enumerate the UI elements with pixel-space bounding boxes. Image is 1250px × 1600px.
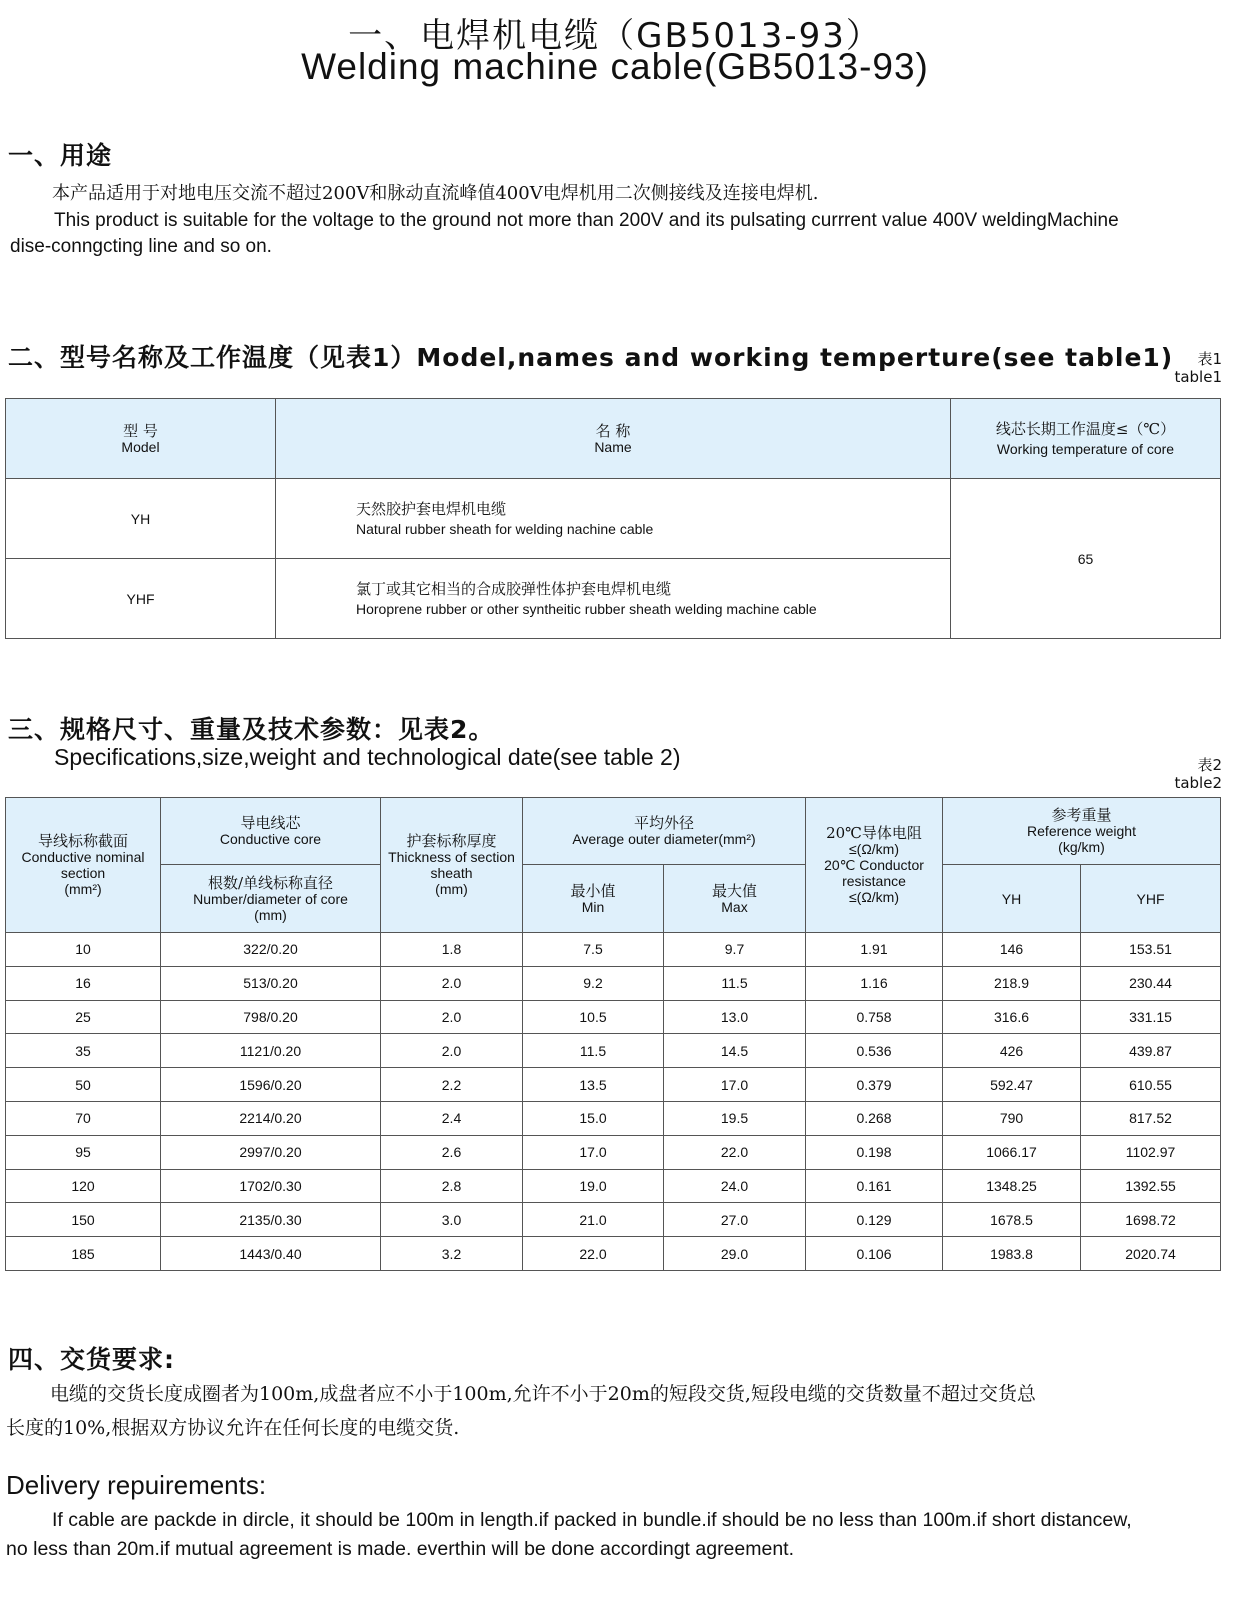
th-en: Conductive core (219, 831, 322, 847)
table-row (6, 479, 1221, 559)
table-cell: 22.0 (523, 1237, 664, 1271)
th-avg (523, 798, 806, 865)
table-cell: 1348.25 (943, 1169, 1081, 1203)
th-en: Name (594, 438, 632, 455)
section2-heading: 二、型号名称及工作温度（见表1）Model,names and working temperture(see table1) (8, 343, 1174, 372)
table-cell: 1.91 (806, 933, 943, 967)
table-cell: 439.87 (1081, 1034, 1221, 1068)
cell-zh: 天然胶护套电焊机电缆 (356, 499, 507, 518)
table-cell: 2.6 (381, 1135, 523, 1169)
table-cell: 2.0 (381, 1000, 523, 1034)
cell-en: Natural rubber sheath for welding nachine cable (356, 520, 654, 537)
table-cell: 50 (6, 1068, 161, 1102)
th-en: Max (721, 898, 748, 915)
table-cell: 24.0 (664, 1169, 806, 1203)
table-cell: 1102.97 (1081, 1135, 1221, 1169)
table-cell: 1.16 (806, 966, 943, 1000)
table-cell: 1698.72 (1081, 1203, 1221, 1237)
table-cell: 29.0 (664, 1237, 806, 1271)
th-en: Reference weight (1027, 823, 1136, 839)
table-cell: 2.0 (381, 966, 523, 1000)
th-en: Number/diameter of core (193, 890, 348, 907)
cell-temp: 65 (951, 479, 1221, 639)
table-cell: 11.5 (523, 1034, 664, 1068)
table-cell: 11.5 (664, 966, 806, 1000)
table-cell: 19.5 (664, 1101, 806, 1135)
table-cell: 790 (943, 1101, 1081, 1135)
table-cell: 185 (6, 1237, 161, 1271)
table-cell: 2135/0.30 (161, 1203, 381, 1237)
table-cell: 2020.74 (1081, 1237, 1221, 1271)
title-en: Welding machine cable(GB5013-93) (301, 46, 929, 87)
th-en: Working temperature of core (996, 440, 1175, 457)
th-yh: YH (943, 865, 1081, 933)
table-cell: 798/0.20 (161, 1000, 381, 1034)
table-row (6, 1101, 1221, 1135)
table-cell: 426 (943, 1034, 1081, 1068)
th-zh: 参考重量 (1051, 806, 1112, 824)
table-row (6, 1068, 1221, 1102)
table-cell: 610.55 (1081, 1068, 1221, 1102)
table-row (6, 933, 1221, 967)
table-cell: 21.0 (523, 1203, 664, 1237)
table-cell: 0.106 (806, 1237, 943, 1271)
table-cell: 2997/0.20 (161, 1135, 381, 1169)
th-min (523, 865, 664, 933)
table-cell: 16 (6, 966, 161, 1000)
th-core (161, 798, 381, 865)
table-cell: 9.2 (523, 966, 664, 1000)
section4-heading: 四、交货要求: (8, 1345, 175, 1374)
table-cell: 146 (943, 933, 1081, 967)
table-cell: 17.0 (664, 1068, 806, 1102)
table-cell: 120 (6, 1169, 161, 1203)
table-cell: 817.52 (1081, 1101, 1221, 1135)
table-cell: 1443/0.40 (161, 1237, 381, 1271)
th-en: 20℃ Conductor resistance (824, 857, 924, 889)
th-en: Model (121, 438, 160, 455)
table-row (6, 1135, 1221, 1169)
table-cell: 1596/0.20 (161, 1068, 381, 1102)
table-cell: 17.0 (523, 1135, 664, 1169)
s4-en2: no less than 20m.if mutual agreement is made. everthin will be done accordingt agreement. (6, 1538, 795, 1560)
s4-zh1: 电缆的交货长度成圈者为100m,成盘者应不小于100m,允许不小于20m的短段交货,短段电缆的交货数量不超过交货总 (50, 1383, 1036, 1405)
th-en: Conductive nominal section (21, 849, 145, 881)
th-zh: 导线标称截面 (37, 832, 128, 850)
s4-en1: If cable are packde in dircle, it should be 100m in length.if packed in bundle.if should be no less than 100m.if short distancew, (52, 1509, 1132, 1531)
th-unit: (kg/km) (1058, 839, 1105, 855)
tag-zh: 表1 (1197, 350, 1222, 368)
th-en: Average outer diameter(mm²) (572, 831, 756, 847)
table-cell: 0.758 (806, 1000, 943, 1034)
s1-zh: 本产品适用于对地电压交流不超过200V和脉动直流峰值400V电焊机用二次侧接线及连接电焊机. (52, 183, 819, 204)
table-cell: 15.0 (523, 1101, 664, 1135)
th-en: Thickness of section sheath (388, 849, 515, 881)
table-cell: 0.129 (806, 1203, 943, 1237)
table-row (6, 1237, 1221, 1271)
th-number (161, 865, 381, 933)
table-cell: 218.9 (943, 966, 1081, 1000)
th-zh: 线芯长期工作温度≤（℃） (995, 419, 1176, 438)
th-zh: 导电线芯 (240, 814, 301, 832)
table-cell: 22.0 (664, 1135, 806, 1169)
table-cell: 2.4 (381, 1101, 523, 1135)
th-weight (943, 798, 1221, 865)
table2-tag (1174, 756, 1222, 792)
table-row (6, 1203, 1221, 1237)
table-cell: 95 (6, 1135, 161, 1169)
table-row (6, 966, 1221, 1000)
th-zh: 型 号 (123, 421, 158, 440)
table-cell: 35 (6, 1034, 161, 1068)
table-cell: 13.5 (523, 1068, 664, 1102)
th-unit: (mm) (435, 881, 468, 897)
table-cell: 27.0 (664, 1203, 806, 1237)
table-cell: 2.0 (381, 1034, 523, 1068)
cell-en: Horoprene rubber or other syntheitic rubber sheath welding machine cable (356, 600, 817, 617)
th-zh: 名 称 (595, 421, 631, 440)
table-cell: 1121/0.20 (161, 1034, 381, 1068)
table-cell: 0.268 (806, 1101, 943, 1135)
tag-en: table1 (1174, 368, 1222, 386)
table-cell: 0.198 (806, 1135, 943, 1169)
th-resistance (806, 798, 943, 933)
th-unit: ≤(Ω/km) (848, 889, 900, 905)
table-cell: 13.0 (664, 1000, 806, 1034)
s4-en-heading: Delivery repuirements: (6, 1470, 267, 1500)
th-zh: 护套标称厚度 (406, 832, 497, 850)
cell-zh: 氯丁或其它相当的合成胶弹性体护套电焊机电缆 (356, 579, 672, 598)
s1-en2: dise-conngcting line and so on. (10, 236, 272, 257)
th-model (6, 399, 276, 479)
table-cell: 70 (6, 1101, 161, 1135)
table-cell: 331.15 (1081, 1000, 1221, 1034)
s1-en1: This product is suitable for the voltage to the ground not more than 200V and its pulsating currrent value 400V weldingMachine (54, 210, 1119, 231)
table-cell: 1066.17 (943, 1135, 1081, 1169)
table1-tag (1174, 350, 1222, 386)
th-section (6, 798, 161, 933)
table2 (5, 797, 1221, 1271)
table-cell: 25 (6, 1000, 161, 1034)
table-cell: 10 (6, 933, 161, 967)
table-row (6, 1034, 1221, 1068)
table-cell: 1.8 (381, 933, 523, 967)
table-cell: 0.161 (806, 1169, 943, 1203)
th-unit: ≤(Ω/km) (848, 841, 900, 857)
table-cell: 9.7 (664, 933, 806, 967)
table-cell: 0.379 (806, 1068, 943, 1102)
th-zh: 最小值 (570, 881, 616, 900)
table-cell: 3.0 (381, 1203, 523, 1237)
table-cell: 513/0.20 (161, 966, 381, 1000)
table-cell: 150 (6, 1203, 161, 1237)
table-cell: 592.47 (943, 1068, 1081, 1102)
th-zh: 平均外径 (633, 814, 694, 832)
title-zh: 一、电焊机电缆（GB5013-93） (348, 16, 882, 56)
cell-model: YHF (6, 559, 276, 639)
th-en: Min (581, 898, 605, 915)
table-cell: 322/0.20 (161, 933, 381, 967)
table-cell: 19.0 (523, 1169, 664, 1203)
table-cell: 14.5 (664, 1034, 806, 1068)
table-row (6, 1000, 1221, 1034)
table-cell: 2.2 (381, 1068, 523, 1102)
tag-zh: 表2 (1197, 756, 1222, 774)
table-cell: 1678.5 (943, 1203, 1081, 1237)
section1-heading: 一、用途 (8, 141, 113, 170)
table-cell: 0.536 (806, 1034, 943, 1068)
table-cell: 2.8 (381, 1169, 523, 1203)
th-name (276, 399, 951, 479)
table1 (5, 398, 1221, 639)
table-cell: 316.6 (943, 1000, 1081, 1034)
th-unit: (mm²) (64, 881, 102, 897)
table-cell: 3.2 (381, 1237, 523, 1271)
table-cell: 1392.55 (1081, 1169, 1221, 1203)
table-cell: 230.44 (1081, 966, 1221, 1000)
th-thickness (381, 798, 523, 933)
table-row (6, 1169, 1221, 1203)
s4-zh2: 长度的10%,根据双方协议允许在任何长度的电缆交货. (6, 1417, 460, 1439)
th-max (664, 865, 806, 933)
th-yhf: YHF (1081, 865, 1221, 933)
table-cell: 1702/0.30 (161, 1169, 381, 1203)
section3-heading: 三、规格尺寸、重量及技术参数：见表2。 (8, 715, 495, 744)
tag-en: table2 (1174, 774, 1222, 792)
cell-model: YH (6, 479, 276, 559)
th-zh: 根数/单线标称直径 (207, 873, 334, 892)
table-cell: 10.5 (523, 1000, 664, 1034)
table-cell: 153.51 (1081, 933, 1221, 967)
th-zh: 最大值 (711, 881, 757, 900)
table-cell: 7.5 (523, 933, 664, 967)
s3-sub: Specifications,size,weight and technological date(see table 2) (54, 744, 681, 770)
th-zh: 20℃导体电阻 (826, 824, 922, 842)
th-temp (951, 399, 1221, 479)
table-cell: 2214/0.20 (161, 1101, 381, 1135)
table-cell: 1983.8 (943, 1237, 1081, 1271)
th-unit: (mm) (254, 906, 287, 923)
